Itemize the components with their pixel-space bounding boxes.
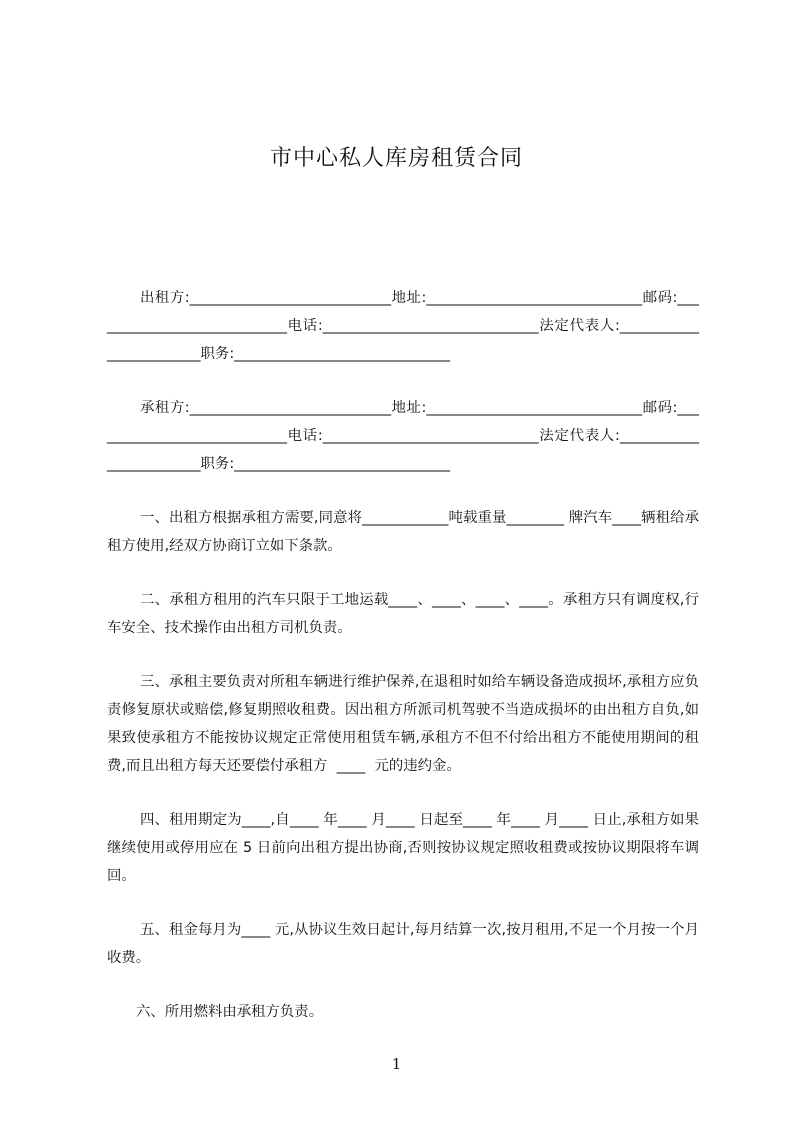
clause-6: 六、所用燃料由承租方负责。 [136, 1004, 324, 1020]
clause-1: 一、出租方根据承租方需要,同意将____________吨载重量________ 牌汽车____辆租给承租方使用,经双方协商订立如下条款。 [107, 510, 699, 554]
lessee-info: 承租方:____________________________地址:______________________________邮码:____________________________电话:______________________________法定代表人:________________________职务:______________________________ [107, 400, 699, 472]
clause-5: 五、租金每月为____ 元,从协议生效日起计,每月结算一次,按月租用,不足一个月按一个月收费。 [107, 922, 699, 966]
page-number: 1 [391, 1055, 402, 1073]
clause-4: 四、租用期定为____,自____ 年____ 月____ 日起至____ 年____ 月____ 日止,承租方如果继续使用或停用应在 5 日前向出租方提出协商,否则按协议规定照收租费或按协议期限将车调回。 [107, 812, 699, 884]
document-title: 市中心私人库房租赁合同 [269, 146, 523, 171]
lessor-info: 出租方:____________________________地址:______________________________邮码:____________________________电话:______________________________法定代表人:________________________职务:______________________________ [107, 290, 699, 362]
clause-2: 二、承租方租用的汽车只限于工地运载____、____、____、____。承租方只有调度权,行车安全、技术操作由出租方司机负责。 [107, 592, 699, 636]
document-body [107, 284, 699, 1052]
clause-3: 三、承租主要负责对所租车辆进行维护保养,在退租时如给车辆设备造成损坏,承租方应负责修复原状或赔偿,修复期照收租费。因出租方所派司机驾驶不当造成损坏的由出租方自负,如果致使承租方不能按协议规定正常使用租赁车辆,承租方不但不付给出租方不能使用期间的租费,而且出租方每天还要偿付承租方 ____ 元的违约金。 [107, 674, 699, 774]
